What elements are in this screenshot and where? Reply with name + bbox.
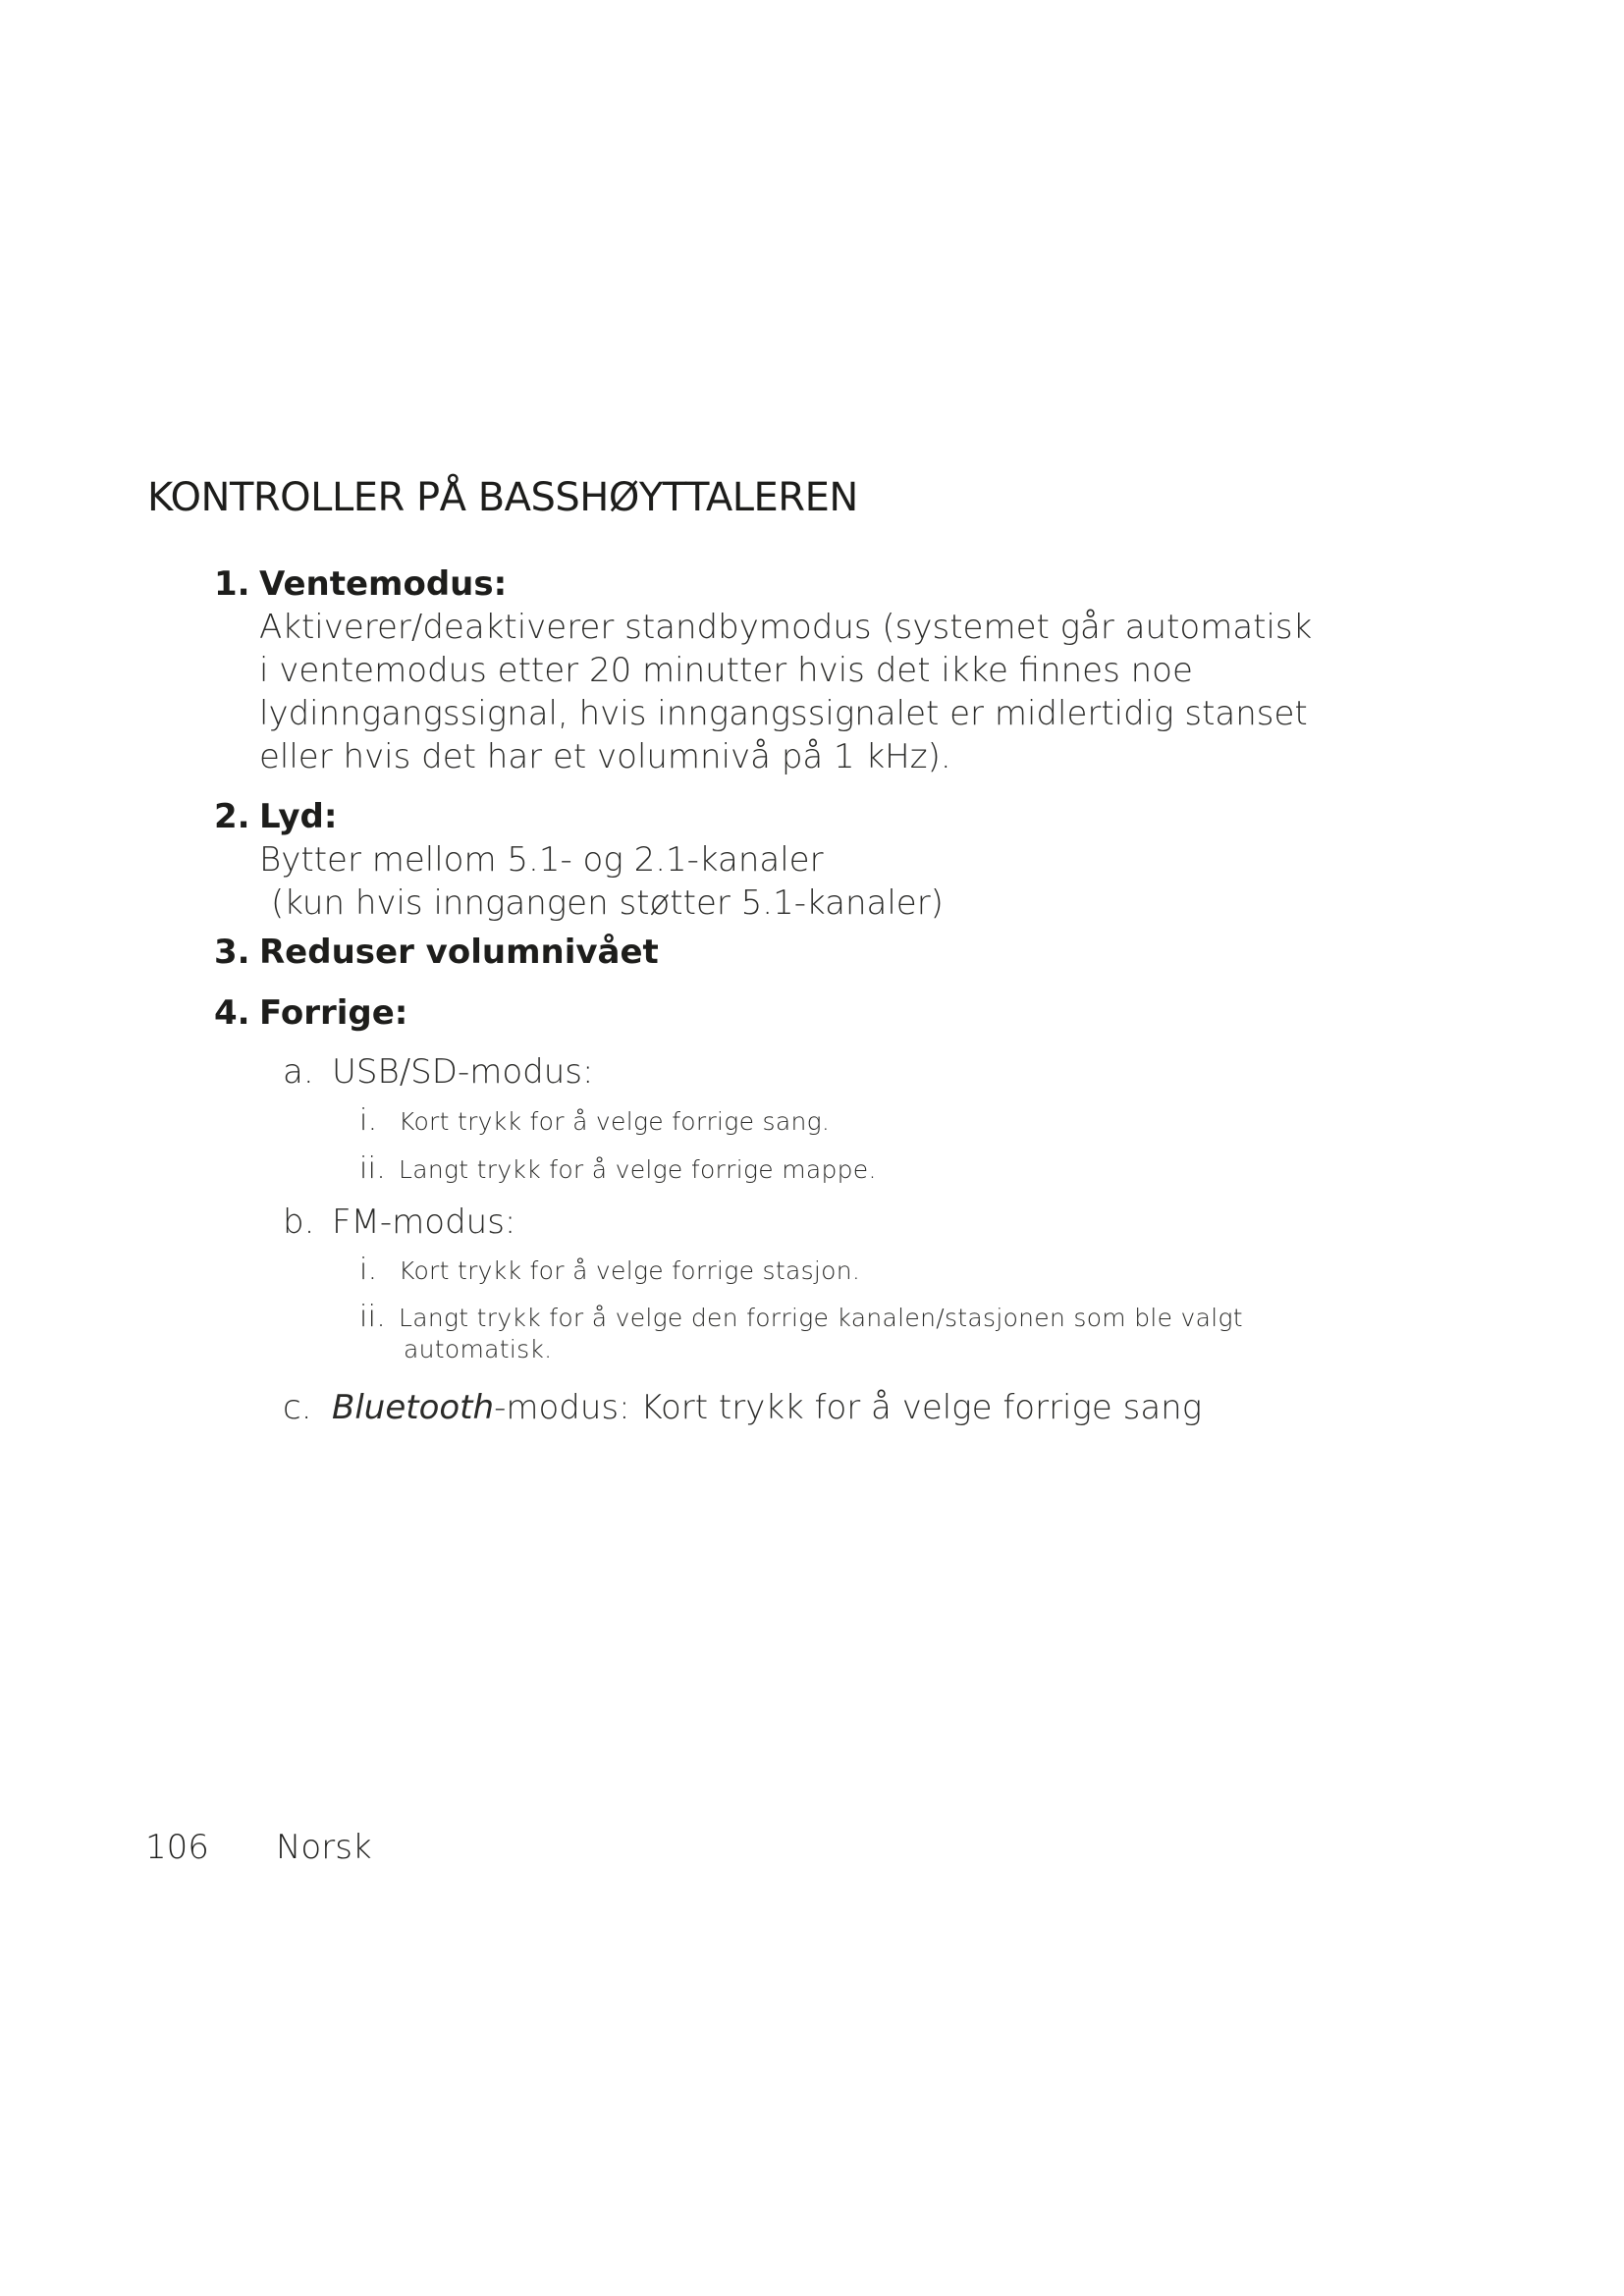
roman-numeral: i. [359,1253,378,1287]
item-label: Reduser volumnivået [259,933,659,972]
roman-numeral: ii. [359,1151,387,1186]
sub-item-usb-sd [283,1050,593,1094]
subsub-text: Kort trykk for å velge forrige stasjon. [399,1256,861,1285]
subsub-item [359,1105,830,1138]
section-title: KONTROLLER PÅ BASSHØYTTALEREN [147,475,858,520]
item-heading [214,795,944,838]
description-line: eller hvis det har et volumnivå på 1 kHz). [259,737,951,776]
description-line: i ventemodus etter 20 minutter hvis det ikke finnes noe [259,651,1193,690]
item-number: 1. [214,564,250,604]
sub-item-letter: a. [283,1052,314,1092]
subsub-item [359,1255,860,1287]
sub-item-letter: c. [283,1388,312,1427]
description-line: Aktiverer/deaktiverer standbymodus (systemet går automatisk [259,608,1313,647]
item-number: 4. [214,993,250,1033]
list-item-lyd [214,795,944,925]
list-item-ventemodus [214,562,1312,778]
subsub-item [359,1153,877,1186]
sub-item-bluetooth [283,1386,1202,1429]
description-line: lydinngangssignal, hvis inngangssignalet er midlertidig stanset [259,694,1308,733]
item-number: 3. [214,933,250,972]
description-line: (kun hvis inngangen støtter 5.1-kanaler) [271,883,944,923]
sub-item-label: -modus: Kort trykk for å velge forrige sang [494,1388,1203,1427]
item-heading [214,991,407,1035]
item-label: Forrige: [259,993,408,1033]
item-heading [214,931,659,974]
sub-item-label-italic: Bluetooth [332,1388,495,1427]
footer-language: Norsk [276,1828,372,1867]
page-number: 106 [145,1828,209,1867]
sub-item-label: USB/SD-modus: [332,1052,594,1092]
item-label: Lyd: [259,797,338,836]
roman-numeral: i. [359,1103,378,1138]
subsub-text: Langt trykk for å velge forrige mappe. [399,1155,877,1184]
sub-item-label: FM-modus: [332,1202,516,1242]
subsub-text: Kort trykk for å velge forrige sang. [399,1107,831,1136]
list-item-reduser-volum [214,931,659,974]
item-description [259,606,1312,778]
item-label: Ventemodus: [259,564,508,604]
subsub-text: Langt trykk for å velge den forrige kanalen/stasjonen som ble valgt [399,1304,1243,1332]
page-footer [145,1828,372,1867]
item-description [259,838,944,925]
sub-item-fm [283,1201,515,1244]
subsub-text-continuation: automatisk. [404,1335,553,1363]
subsub-item [359,1302,1243,1365]
item-heading [214,562,1312,606]
list-item-forrige [214,991,407,1035]
description-line: Bytter mellom 5.1- og 2.1-kanaler [259,840,824,880]
item-number: 2. [214,797,250,836]
roman-numeral: ii. [359,1300,387,1334]
sub-item-letter: b. [283,1202,315,1242]
